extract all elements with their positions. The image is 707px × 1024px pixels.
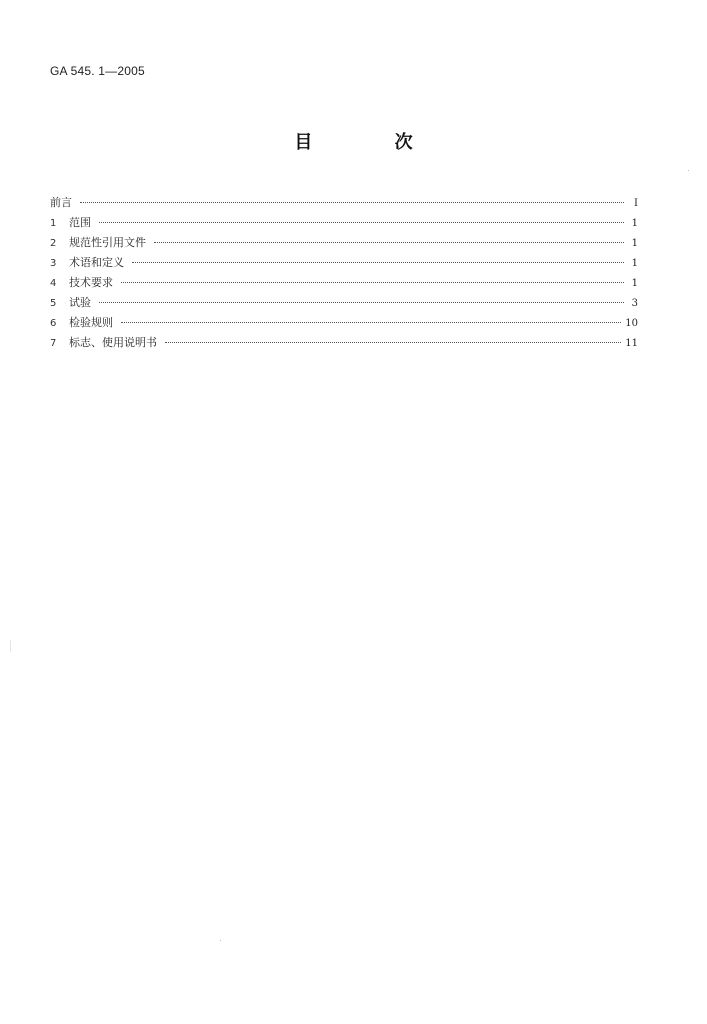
dot-leader: [99, 222, 624, 223]
toc-entry-label: 规范性引用文件: [69, 236, 146, 249]
toc-entry-scope[interactable]: [50, 213, 638, 233]
toc-entry-number: 6: [50, 318, 57, 329]
toc-entry-label: 范围: [69, 216, 91, 229]
toc-entry-label: 试验: [69, 296, 91, 309]
toc-entry-page: 1: [631, 218, 638, 229]
toc-entry-page: 11: [625, 338, 638, 349]
toc-entry-number: 3: [50, 258, 57, 269]
scan-speck: [220, 940, 221, 941]
dot-leader: [165, 342, 621, 343]
toc-entry-normative-references[interactable]: [50, 233, 638, 253]
dot-leader: [121, 282, 624, 283]
toc-entry-number: 7: [50, 338, 57, 349]
standard-code: GA 545. 1—2005: [50, 64, 145, 78]
dot-leader: [99, 302, 624, 303]
toc-entry-label: 前言: [50, 196, 72, 209]
toc-entry-number: 4: [50, 278, 57, 289]
scan-speck: [688, 170, 689, 171]
dot-leader: [132, 262, 624, 263]
toc-entry-label: 标志、使用说明书: [69, 336, 157, 349]
toc-entry-label: 检验规则: [69, 316, 113, 329]
toc-entry-technical-requirements[interactable]: [50, 273, 638, 293]
dot-leader: [121, 322, 621, 323]
toc-entry-number: 2: [50, 238, 57, 249]
toc-entry-marking-instructions[interactable]: [50, 333, 638, 353]
table-of-contents: [50, 193, 638, 353]
toc-entry-foreword[interactable]: [50, 193, 638, 213]
scan-speck: [10, 640, 11, 652]
toc-entry-page: 1: [631, 258, 638, 269]
toc-entry-number: 1: [50, 218, 57, 229]
toc-entry-terms-definitions[interactable]: [50, 253, 638, 273]
toc-entry-page: 3: [631, 298, 638, 309]
toc-entry-page: 1: [631, 238, 638, 249]
toc-entry-page: 1: [631, 278, 638, 289]
toc-entry-label: 术语和定义: [69, 256, 124, 269]
toc-entry-inspection-rules[interactable]: [50, 313, 638, 333]
dot-leader: [80, 202, 624, 203]
dot-leader: [154, 242, 624, 243]
toc-entry-label: 技术要求: [69, 276, 113, 289]
toc-title: 目 次: [294, 132, 451, 153]
toc-entry-tests[interactable]: [50, 293, 638, 313]
toc-entry-page: 10: [625, 318, 638, 329]
toc-entry-number: 5: [50, 298, 57, 309]
toc-entry-page: I: [634, 198, 638, 209]
